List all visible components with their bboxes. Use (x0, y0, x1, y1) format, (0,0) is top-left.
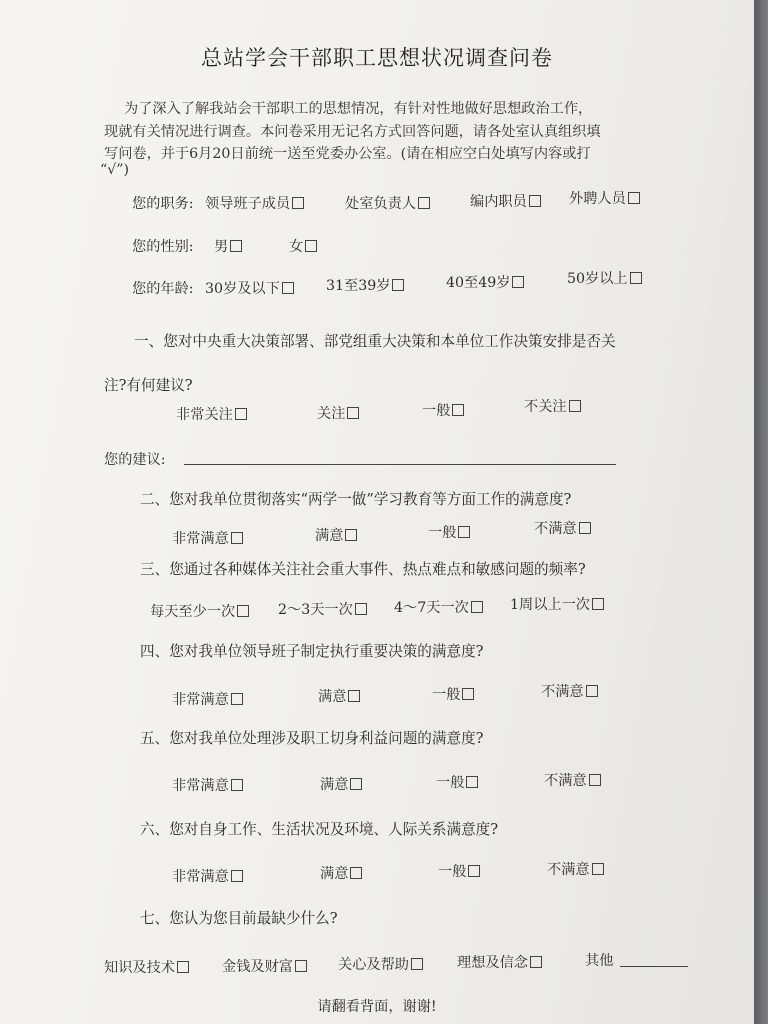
checkbox[interactable] (355, 603, 367, 615)
checkbox[interactable] (231, 693, 243, 705)
checkbox[interactable] (592, 598, 604, 610)
checkbox[interactable] (237, 605, 249, 617)
q2-option-average[interactable]: 一般 (428, 522, 470, 542)
checkbox[interactable] (466, 776, 478, 788)
checkbox[interactable] (295, 960, 307, 972)
checkbox[interactable] (468, 865, 480, 877)
q1-suggestion-label: 您的建议: (104, 452, 166, 468)
checkbox[interactable] (231, 779, 243, 791)
gender-option-male[interactable]: 男 (214, 236, 242, 256)
q6-option-satisfied[interactable]: 满意 (320, 863, 362, 883)
checkbox[interactable] (529, 195, 541, 207)
q1-option-very-concerned[interactable]: 非常关注 (176, 404, 247, 424)
q4-option-very-satisfied[interactable]: 非常满意 (172, 689, 243, 709)
footer-note: 请翻看背面，谢谢! (317, 999, 437, 1015)
checkbox[interactable] (579, 522, 591, 534)
q3-option-4-7-days[interactable]: 4～7天一次 (394, 597, 483, 617)
checkbox[interactable] (452, 404, 464, 416)
position-option-contract[interactable]: 外聘人员 (569, 188, 640, 208)
checkbox[interactable] (418, 197, 430, 209)
checkbox[interactable] (592, 863, 604, 875)
checkbox[interactable] (630, 272, 642, 284)
checkbox[interactable] (530, 956, 542, 968)
position-option-leader[interactable]: 领导班子成员 (205, 193, 304, 213)
q2-option-dissatisfied[interactable]: 不满意 (534, 518, 591, 538)
q1-option-average[interactable]: 一般 (422, 400, 464, 420)
gender-label: 您的性别: (132, 239, 194, 255)
checkbox[interactable] (462, 688, 474, 700)
question-1-text-line-1: 一、您对中央重大决策部署、部党组重大决策和本单位工作决策安排是否关 (134, 333, 616, 350)
question-7-text: 七、您认为您目前最缺少什么? (140, 910, 338, 927)
question-2-text: 二、您对我单位贯彻落实“两学一做”学习教育等方面工作的满意度? (140, 491, 572, 508)
q2-option-very-satisfied[interactable]: 非常满意 (172, 528, 243, 548)
q5-option-satisfied[interactable]: 满意 (320, 774, 362, 794)
checkbox[interactable] (586, 685, 598, 697)
gender-option-female[interactable]: 女 (289, 236, 317, 256)
question-6-text: 六、您对自身工作、生活状况及环境、人际关系满意度? (140, 821, 499, 838)
checkbox[interactable] (471, 601, 483, 613)
q6-option-very-satisfied[interactable]: 非常满意 (172, 866, 243, 886)
position-option-division-head[interactable]: 处室负责人 (345, 193, 430, 213)
q6-option-dissatisfied[interactable]: 不满意 (547, 859, 604, 879)
checkbox[interactable] (231, 532, 243, 544)
q6-option-average[interactable]: 一般 (438, 861, 480, 881)
checkbox[interactable] (569, 400, 581, 412)
q7-other-label: 其他 (585, 953, 614, 969)
checkbox[interactable] (348, 690, 360, 702)
age-option-31-39[interactable]: 31至39岁 (326, 275, 404, 295)
checkbox[interactable] (411, 958, 423, 970)
checkbox[interactable] (589, 774, 601, 786)
intro-line-1: 为了深入了解我站会干部职工的思想情况，有针对性地做好思想政治工作， (124, 101, 593, 117)
q7-option-knowledge[interactable]: 知识及技术 (104, 957, 189, 977)
checkbox[interactable] (231, 870, 243, 882)
question-4-text: 四、您对我单位领导班子制定执行重要决策的满意度? (140, 643, 484, 660)
checkbox[interactable] (628, 192, 640, 204)
checkbox[interactable] (177, 961, 189, 973)
intro-line-2: 现就有关情况进行调查。本问卷采用无记名方式回答问题，请各处室认真组织填 (104, 124, 601, 140)
q3-option-2-3-days[interactable]: 2～3天一次 (278, 599, 367, 619)
checkbox[interactable] (458, 526, 470, 538)
checkbox[interactable] (350, 867, 362, 879)
q7-option-money[interactable]: 金钱及财富 (222, 956, 307, 976)
q1-option-concerned[interactable]: 关注 (317, 403, 359, 423)
checkbox[interactable] (392, 279, 404, 291)
checkbox[interactable] (347, 407, 359, 419)
checkbox[interactable] (235, 408, 247, 420)
age-option-50-plus[interactable]: 50岁以上 (567, 268, 642, 288)
age-label: 您的年龄: (132, 281, 194, 297)
q1-option-not-concerned[interactable]: 不关注 (524, 396, 581, 416)
checkbox[interactable] (282, 282, 294, 294)
q4-option-average[interactable]: 一般 (432, 684, 474, 704)
question-5-text: 五、您对我单位处理涉及职工切身利益问题的满意度? (140, 730, 484, 747)
checkbox[interactable] (230, 240, 242, 252)
q3-option-weekly-plus[interactable]: 1周以上一次 (510, 594, 604, 614)
age-option-40-49[interactable]: 40至49岁 (446, 272, 524, 292)
intro-line-4: “√”) (100, 162, 130, 178)
q4-option-dissatisfied[interactable]: 不满意 (541, 681, 598, 701)
question-1-text-line-2: 注?有何建议? (104, 377, 193, 394)
q4-option-satisfied[interactable]: 满意 (318, 686, 360, 706)
q7-option-ideals[interactable]: 理想及信念 (457, 952, 542, 972)
q2-option-satisfied[interactable]: 满意 (315, 525, 357, 545)
position-option-staff[interactable]: 编内职员 (470, 191, 541, 211)
page-title: 总站学会干部职工思想状况调查问卷 (201, 46, 553, 70)
q3-option-daily[interactable]: 每天至少一次 (150, 601, 249, 621)
intro-line-3: 写问卷，并于6月20日前统一送至党委办公室。(请在相应空白处填写内容或打 (104, 146, 591, 162)
q7-option-care[interactable]: 关心及帮助 (338, 954, 423, 974)
q7-other-input-line[interactable] (620, 966, 688, 967)
age-option-under-30[interactable]: 30岁及以下 (205, 278, 294, 298)
checkbox[interactable] (512, 276, 524, 288)
background-edge (754, 0, 768, 1024)
position-label: 您的职务: (132, 196, 194, 212)
q1-suggestion-input-line[interactable] (184, 464, 616, 465)
q5-option-very-satisfied[interactable]: 非常满意 (172, 775, 243, 795)
checkbox[interactable] (292, 197, 304, 209)
checkbox[interactable] (305, 240, 317, 252)
question-3-text: 三、您通过各种媒体关注社会重大事件、热点难点和敏感问题的频率? (140, 561, 586, 578)
checkbox[interactable] (345, 529, 357, 541)
q5-option-average[interactable]: 一般 (436, 772, 478, 792)
checkbox[interactable] (350, 778, 362, 790)
q5-option-dissatisfied[interactable]: 不满意 (544, 770, 601, 790)
